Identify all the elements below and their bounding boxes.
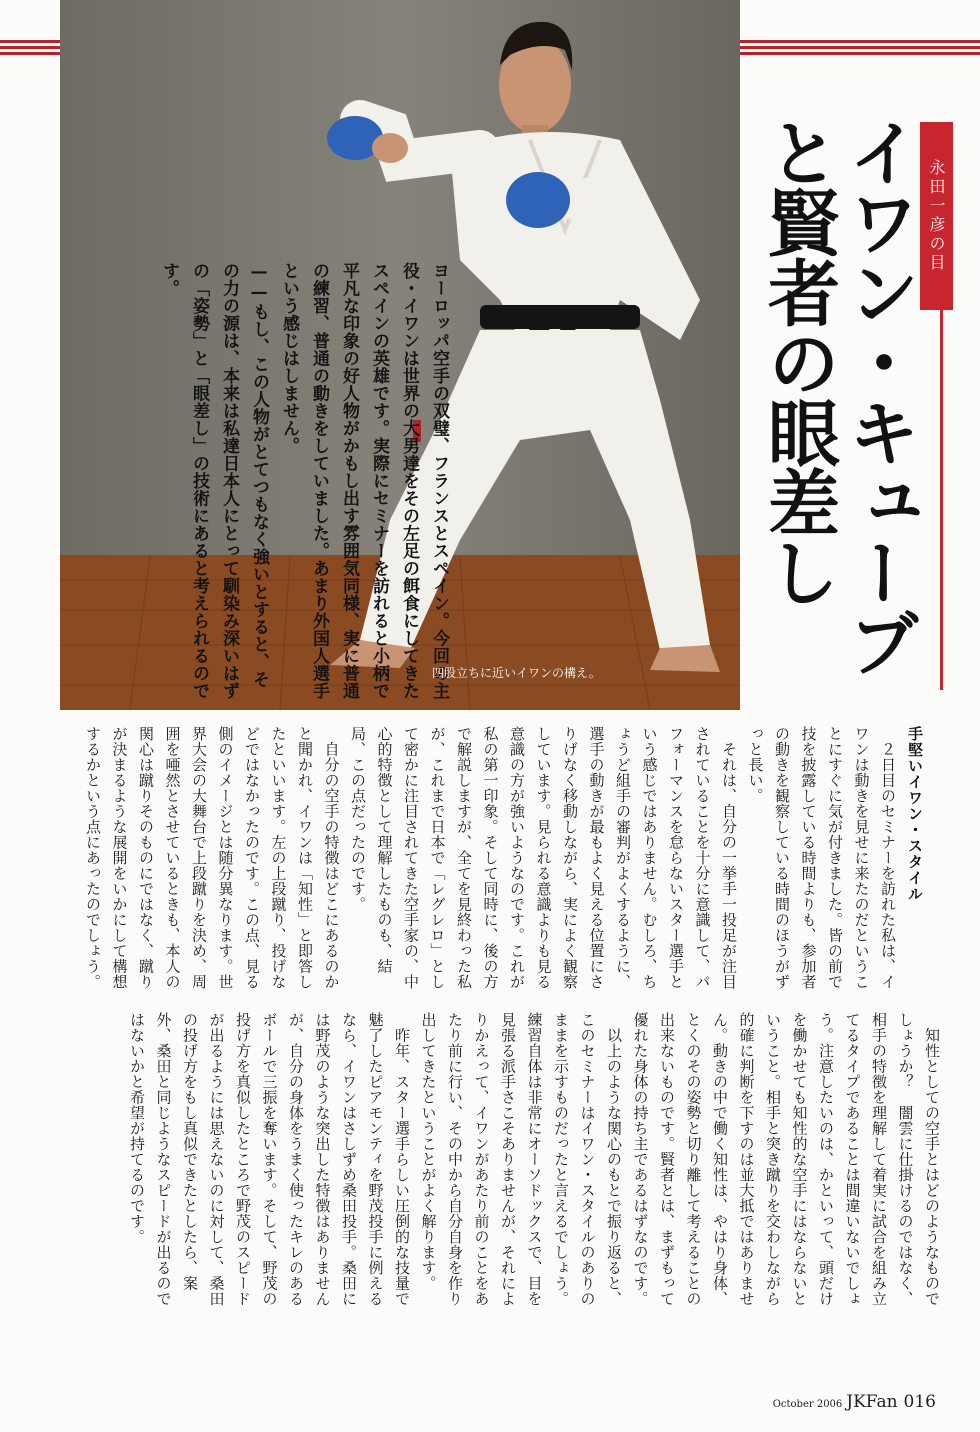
body-text-lower: 知性としての空手とはどのようなものでしょうか？ 闇雲に仕掛けるのではなく、相手の特徴を理解して着実に試合を組み立てるタイプであることは間違いないでしょう。注意したいのは、かといって、頭だけを働かせても知性的な空手にはならないということ。相手と突き蹴りを交わしながら的確に判断を下すのは並大抵ではありません。動きの中で働く知性は、やはり身体、とくのその姿勢と切り離して考えることの出来ないものです。賢者とは、まずもって優れた身体の持ち主であるはずなのです。 以上のような関心のもとで振り返ると、このセミナーはイワン・スタイルのありのままを示すものだったと言えるでしょう。練習自体は非常にオーソドックスで、目を見張る派手さこそありませんが、それによりかえって、イワンがあたり前のことをあたり前に行い、その中から自分自身を作り出してきたということがよく解ります。 昨年、スター選手らしい圧倒的な技量で魅了したピアモンティを野茂投手に例えるなら、イワンはさしずめ桑田投手。桑田には野茂のような突出した特徴はありませんが、自分の身体をうまく使ったキレのあるボールで三振を奪います。そして、野茂の投げ方を真似したところで野茂のスピードが出るようには思えないのに対して、桑田の投げ方をもし真似できたとしたら、案外、桑田と同じようなスピードが出るのではないかと希望が持てるのです。	[128, 1012, 941, 1307]
page-number: 016	[903, 1392, 936, 1412]
header-stripe-left	[0, 40, 60, 58]
body-text-upper: ２日目のセミナーを訪れた私は、イワンは動きを見せに来たのだということにすぐに気が付きました。皆の前で技を披露している時間よりも、参加者の動きを観察している時間のほうがずっと長い。 それは、自分の一挙手一投足が注目されていることを十分に意識して、パフォーマンスを怠らないスター選手という感じではありません。むしろ、ちょうど組手の審判がよくするように、選手の動きが最もよく見える位置にさりげなく移動しながら、実によく観察しています。見られる意識よりも見る意識の方が強いようなのです。これが私の第一印象。そして同時に、後の方で解説しますが、全てを見終わった私が、これまで日本で「レグレロ」として密かに注目されてきた空手家の、中心的特徴として理解したものも、結局、この点だったのです。 自分の空手の特徴はどこにあるのかと聞かれ、イワンは「知性」と即答したといいます。左の上段蹴り、投げなどではなかったのです。この点、見る側のイメージとは随分異なります。世界大会の大舞台で上段蹴りを決め、周囲を唖然とさせているときも、本人の関心は蹴りそのものにではなく、蹴りが決まるような展開をいかにして構想するかという点にあったのでしょう。	[84, 726, 897, 990]
magazine-name: JKFan	[846, 1392, 898, 1412]
article-headline: イワン・キューブと賢者の眼差し	[756, 116, 920, 676]
page-footer	[773, 1392, 936, 1412]
intro-text: ヨーロッパ空手の双璧、フランスとスペイン。今回の主役・イワンは世界の大男達をその左足の餌食にしてきたスペインの英雄です。実際にセミナーを訪れると小柄で平凡な印象の好人物がかもし出す雰囲気同様、実に普通の練習、普通の動きをしていました。あまり外国人選手という感じはしません。 ——もし、この人物がとてつもなく強いとすると、その力の源は、本来は私達日本人にとって馴染み深いはずの「姿勢」と「眼差し」の技術にあると考えられるのです。	[159, 262, 449, 700]
column-kicker: 永田一彦の目	[920, 122, 953, 310]
photo-caption: 四股立ちに近いイワンの構え。	[432, 666, 601, 680]
accent-rule	[940, 310, 943, 690]
header-stripe-right	[740, 40, 980, 58]
issue-date: October 2006	[772, 1399, 843, 1410]
karate-photo	[60, 0, 740, 710]
section-subhead: 手堅いイワン・スタイル	[906, 726, 924, 902]
